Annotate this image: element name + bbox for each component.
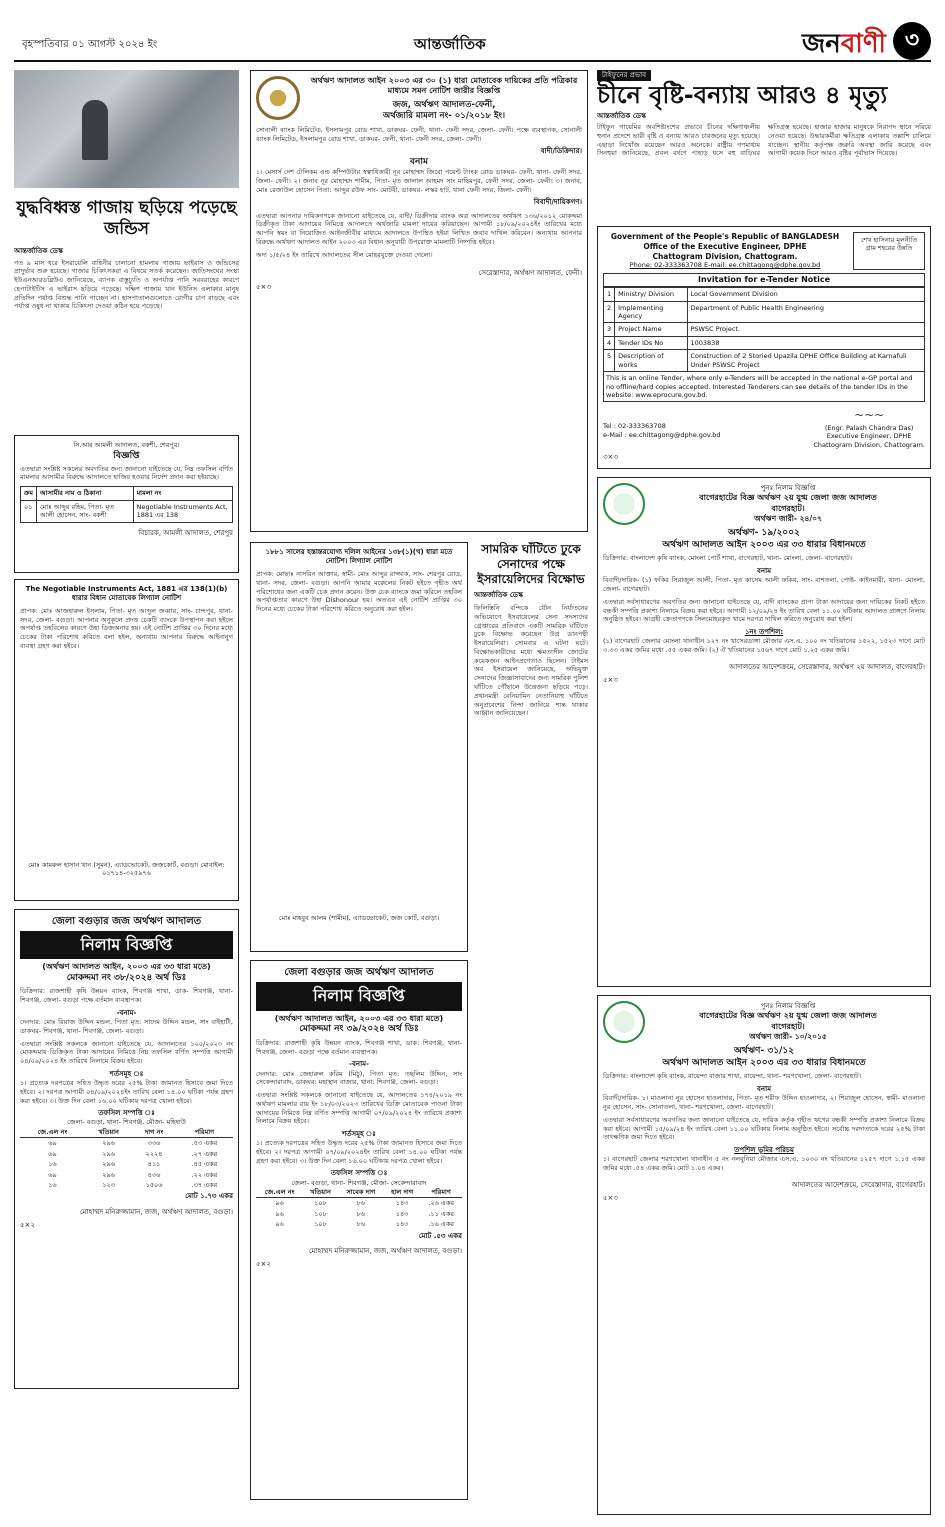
israel-article-continued bbox=[474, 960, 588, 1500]
notice-heading: অর্থঋণ আদালত আইন ২০০৩ এর ৩০ (১) ধারা মোতাবেক দায়িকের প্রতি পত্রিকার মাধ্যমে সমন নোটিশ জারীর বিজ্ঞপ্তি bbox=[310, 76, 578, 96]
table-header: খতিয়ান bbox=[303, 1187, 338, 1198]
israel-byline: আন্তর্জাতিক ডেস্ক bbox=[474, 591, 523, 599]
table-cell: Ministry/ Division bbox=[615, 288, 687, 301]
case-1: অর্থঋণ জারী- ২৪/০৭ bbox=[754, 514, 822, 524]
newspaper-logo bbox=[802, 28, 886, 62]
schedule-total: মোট ১.৭৩ একর bbox=[185, 1192, 233, 1201]
notice-signature: বিচারক, আমলী আদালত, শেরপুর bbox=[138, 528, 233, 537]
table-row bbox=[604, 336, 925, 349]
china-byline: আন্তর্জাতিক ডেস্ক bbox=[597, 111, 646, 120]
auction-bar: নিলাম বিজ্ঞপ্তি bbox=[20, 931, 233, 960]
auction-bogura-39 bbox=[250, 960, 468, 1500]
table-header: সাবেক দাগ bbox=[338, 1187, 384, 1198]
table-cell: ১৪৩ bbox=[395, 1209, 409, 1218]
table-cell: 3 bbox=[604, 323, 615, 336]
ad-code: ৩×৩ bbox=[603, 453, 618, 462]
table-cell: .৫৩ একর bbox=[191, 1139, 218, 1148]
table-cell: ৬৯ bbox=[48, 1149, 57, 1158]
court-name: জজ, অর্থঋণ আদালত-ফেনী, bbox=[392, 99, 496, 110]
table-cell: ২৯৬ bbox=[102, 1149, 115, 1158]
tender-table bbox=[603, 287, 925, 372]
conditions: ১। প্রত্যেক দরপত্রের সহিত উদ্ধৃত দরের ২৫% টাকা জামানত হিসাবে জমা দিতে হইবে। ২। দরপত্র আগামী ০৭/০৯/২০২৪ইং তারিখ বেলা ১৪.০০ ঘটিকা পর্যন্ত গ্রহণ করা হইবে। ৩। উক্ত দিন বেলা ১৬.০০ ঘটিকায় দরপত্র খোলা হইবে। bbox=[256, 1139, 462, 1165]
table-header: হাল দাগ bbox=[384, 1187, 420, 1198]
plaintiff: ডিক্রিদার: রাজশাহী কৃষি উন্নয়ন ব্যাংক, শিবগঞ্জ শাখা, ডাক- শিবগঞ্জ, থানা- শিবগঞ্জ, জেলা- বগুড়া পক্ষে বর্তমান ব্যবস্থাপক। bbox=[20, 987, 233, 1005]
israel-body-2 bbox=[474, 960, 588, 969]
case-1: অর্থঋণ জারী- ১০/২০১৫ bbox=[749, 1032, 827, 1042]
plaintiff: সোনালী ব্যাংক লিমিটেড, ইসলামপুর রোড শাখা, ডাকঘর- ফেনী, থানা- ফেনী সদর, জেলা- ফেনী। পক্ষে ব্যবস্থাপক, সোনালী ব্যাংক লিমিটেড, ইসলামপুর রোড শাখা, ডাকঘর- ফেনী, থানা- ফেনী সদর, জেলা- ফেনী। bbox=[256, 125, 582, 143]
defendant: দেনদার: মোঃ জেহারুল করিম (মিঠু), পিতা মৃত: তছলিম উদ্দিন, সাং সেকেন্দারাবাদ, ডাকঘর: মহাস্থান বাজার, থানা: শিবগঞ্জ, জেলা- বগুড়া। bbox=[256, 1069, 462, 1087]
table-row bbox=[20, 1138, 233, 1149]
auction-bagerhat-1 bbox=[597, 477, 931, 987]
table-cell: .৩৭ একর bbox=[191, 1181, 218, 1190]
notice-bakshiganj bbox=[14, 435, 239, 573]
table-cell: মোঃ আব্দুর রহিম, পিতা- মৃত আলী হোসেন, সাং- বকশী bbox=[37, 500, 134, 522]
court-header: জেলা বগুড়ার জজ অর্থঋণ আদালত bbox=[284, 967, 434, 978]
table-cell: ০১ bbox=[21, 500, 37, 522]
table-header: খতিয়ান bbox=[85, 1127, 132, 1138]
logo-part-1: জন bbox=[802, 29, 841, 59]
table-cell: Department of Public Health Engineering bbox=[687, 301, 925, 323]
contact-phone: Tel : 02-333363708 bbox=[603, 422, 666, 431]
act-line: (অর্থঋণ আদালত আইন, ২০০৩ এর ৩৩ ধারা মতে) bbox=[42, 962, 211, 972]
notice-text: প্রাপক: মোছাঃ নাসরিন আক্তার, স্বামী- মোঃ আব্দুর রাজ্জাক, সাং- শেরপুর রোড, থানা- সদর, জেলা- বগুড়া। আপনি আমার মক্কেলের নিকট হইতে গৃহীত অর্থ পরিশোধের জন্য একটি চেক প্রদান করেন। উক্ত চেক ব্যাংকে জমা করিলে তহবিল অপর্যাপ্ততার কারণে উহা Dishonour হয়। অতএব এই নোটিশ প্রাপ্তির ৩০ দিনের মধ্যে চেকের টাকা পরিশোধ করিতে অনুরোধ করা হইল। bbox=[256, 570, 462, 614]
masthead bbox=[14, 8, 931, 62]
table-cell: ৩৩৬ bbox=[147, 1139, 161, 1148]
notice-feni bbox=[250, 70, 588, 532]
table-cell: ৬৯ bbox=[48, 1139, 57, 1148]
court-name: বাগেরহাটের বিজ্ঞ অর্থঋণ ২য় যুগ্ম জেলা জজ আদালত bbox=[699, 493, 877, 503]
table-row bbox=[21, 500, 233, 522]
logo-part-2: বাণী bbox=[840, 29, 886, 59]
court-city: বাগেরহাট। bbox=[771, 1021, 805, 1031]
schedule: (১) বাগেরহাট জেলার মোংলা থানাধীন ১২৭ নং খাসেরডাঙ্গা মৌজার এস.এ. ১০০ নং খতিয়ানের ১৫২২, ১৫২৩ দাগে মোট ৩.৩৩ একর জমির মধ্যে .৫৫ একর জমি। (২) ঐ খতিয়ানের ১৫৬৭ দাগে মোট ১.২৫ একর জমি। bbox=[603, 637, 925, 654]
ad-code: ৫×৩ bbox=[603, 675, 618, 684]
tender-notice bbox=[597, 226, 931, 469]
table-row bbox=[604, 288, 925, 301]
table-header: দাগ নং bbox=[132, 1127, 175, 1138]
auction-bagerhat-2 bbox=[597, 995, 931, 1515]
notice-cheque bbox=[250, 542, 468, 952]
case-number: মোকদ্দমা নং ৩৮/২০২৪ অর্থ ডিঃ bbox=[66, 972, 187, 983]
signer-name: (Engr. Palash Chandra Das) bbox=[824, 424, 914, 433]
table-cell: ২৯৬ bbox=[102, 1139, 115, 1148]
table-row bbox=[256, 1219, 462, 1229]
table-header: পরিমাণ bbox=[176, 1127, 233, 1138]
table-cell: ৮৬ bbox=[356, 1209, 366, 1218]
notice-ni-act bbox=[14, 579, 239, 901]
signer-office: Chattogram Division, Chattogram. bbox=[813, 440, 925, 449]
notice-heading: ১৮৮১ সালের হস্তান্তরযোগ্য দলিল আইনের ১৩৮(১)(খ) ধারা মতে নোটিশ। লিগ্যাল নোটিশ bbox=[265, 548, 453, 566]
notice-signature: সেরেস্তাদার, অর্থঋণ আদালত, ফেনী। bbox=[478, 269, 582, 278]
issue-date: বৃহস্পতিবার ০১ আগস্ট ২০২৪ ইং bbox=[22, 39, 158, 50]
table-cell: ৪৩৬ bbox=[147, 1170, 161, 1179]
table-row bbox=[256, 1209, 462, 1219]
versus: বনাম bbox=[410, 156, 428, 167]
table-cell: ১৪৩ bbox=[395, 1199, 409, 1208]
table-cell: Implementing Agency bbox=[615, 301, 687, 323]
auction-body: এতদ্বারা সংশ্লিষ্ট সকলকে জানানো যাইতেছে যে, আদালতের ১৭৪/২০১৯ নং অর্থঋণ মামলার রায় ইং ১৮/০৩/২০২৩ তারিখের ডিক্রি মোতাবেক পাওনা টাকা আদায়ের নিমিত্তে নিম্ন বর্ণিত সম্পত্তি আগামী ০৭/০৯/২০২৪ ইং তারিখে প্রকাশ্য নিলামে বিক্রয় হইবে। bbox=[256, 1091, 462, 1126]
court-city: বাগেরহাট। bbox=[771, 503, 805, 513]
table-cell: Description of works bbox=[615, 350, 687, 372]
auction-signature: আদালতের আদেশক্রমে, সেরেস্তাদার, বাগেরহাট। bbox=[791, 1180, 925, 1189]
notice-text: এতদ্বারা সংশ্লিষ্ট সকলের অবগতির জন্য জানানো যাইতেছে যে, নিম্ন তফসিল বর্ণিত মামলার আসামীর বিরুদ্ধে আদালতে হাজির হওয়ার নির্দেশ প্রদান করা হইয়াছে। bbox=[20, 464, 233, 482]
table-cell: .২৬ একর bbox=[428, 1199, 454, 1208]
gov-line-2: Office of the Executive Engineer, DPHE bbox=[643, 241, 807, 251]
plaintiff-label: বাদী/ডিক্রিদার। bbox=[540, 147, 582, 156]
table-header: মামলা নং bbox=[133, 487, 232, 500]
israel-headline: সামরিক ঘাঁটিতে ঢুকে সেনাদের পক্ষে ইসরায়েলিদের বিক্ষোভ bbox=[477, 542, 585, 586]
conditions-title: শর্তসমূহ ঃ bbox=[342, 1130, 376, 1139]
table-cell: 1 bbox=[604, 288, 615, 301]
auction-body: এতদ্বারা সর্বসাধারণের অবগতির জন্য জানানো যাইতেছে যে, বাদী ব্যাংকের প্রাপ্য টাকা আদায়ের জন্য দায়িকের নিকট হইতে বন্ধকী সম্পত্তি প্রকাশ্য নিলামে বিক্রয় করা হইবে। আগামী ১২/০৯/২৪ ইং তারিখ বেলা ১১.০০ ঘটিকায় আদালত প্রাঙ্গণে নিলাম অনুষ্ঠিত হইবে। আগ্রহী ক্রেতাগণকে সিলমোহরকৃত খামে দরপত্র দাখিল করিতে অনুরোধ করা হইল। bbox=[603, 597, 925, 624]
side-note: শেখ হাসিনার মূলনীতি গ্রাম শহরের উন্নতি bbox=[853, 232, 925, 270]
table-cell: Project Name bbox=[615, 323, 687, 336]
schedule-total: মোট .৫৩ একর bbox=[418, 1231, 462, 1240]
table-cell: ৪১১ bbox=[147, 1160, 161, 1169]
plaintiff: ডিক্রিদার: রাজশাহী কৃষি উন্নয়ন ব্যাংক, শিবগঞ্জ শাখা, ডাক: শিবগঞ্জ, থানা- শিবগঞ্জ, জেলা- বগুড়া পক্ষে বর্তমান ব্যবস্থাপক। bbox=[256, 1038, 462, 1056]
notice-sender: মোঃ মাহবুব আলম (শামীম), এ্যাডভোকেট, জজ কোর্ট, বগুড়া। bbox=[278, 914, 440, 923]
table-cell: ৯৬ bbox=[275, 1220, 284, 1229]
notice-sender: মোঃ কামরুল হাসান খান (সুমন), এ্যাডভোকেট, জজকোর্ট, বগুড়া। মোবাইল: ০১৭১৪-৩২৫৯৭৬ bbox=[28, 860, 225, 878]
case-number: অর্থজারি মামলা নং- ০১/২০১৮ ইং। bbox=[382, 110, 506, 121]
ad-code: ৫×২ bbox=[20, 1220, 35, 1229]
notice-table bbox=[20, 486, 233, 522]
plaintiff: ডিক্রিদার: বাংলাদেশ কৃষি ব্যাংক, মোংলা পোর্ট শাখা, বাগেরহাট, থানা- মোংলা, জেলা- বাগেরহাট। bbox=[603, 554, 852, 563]
tender-note: This is an online Tender, where only e-Tenders will be accepted in the national e-GP portal and no offline/hard copies accepted. Interested Tenderers can see details of the tender IDs in the website: www.eprocure.gov.bd. bbox=[603, 372, 925, 402]
tender-title: Invitation for e-Tender Notice bbox=[603, 273, 925, 287]
israel-body-1: ফিলিস্তিনি বন্দিকে যৌন নির্যাতনের অভিযোগে ইসরায়েলের সেনা সদস্যদের গ্রেপ্তারের প্রতিবাদে একটি সামরিক ঘাঁটিতে ঢুকে বিক্ষোভ করেছেন উগ্র ডানপন্থী ইসরায়েলিরা। সোমবার এ ঘটনা ঘটে। বিক্ষোভকারীদের মধ্যে ক্ষমতাসীন জোটের কয়েকজন আইনপ্রণেতাও ছিলেন। টাইমস অব ইসরায়েল জানিয়েছে, অভিযুক্ত সেনাদের জিজ্ঞাসাবাদের জন্য সামরিক পুলিশ ঘাঁটিতে পৌঁছালে উত্তেজনা ছড়িয়ে পড়ে। প্রধানমন্ত্রী বেনিয়ামিন নেতানিয়াহু ঘাঁটিতে অনুপ্রবেশের নিন্দা জানিয়ে শান্ত থাকার আহ্বান জানিয়েছেন। bbox=[474, 604, 588, 718]
defendant: দেনদার: মোঃ রিয়াজ উদ্দিন মন্ডল, পিতা মৃত: সাদেম উদ্দিন মন্ডল, সাং বাইহাটী, ডাকঘর- শিবগঞ্জ, থানা- শিবগঞ্জ, জেলা- বগুড়া। bbox=[20, 1018, 233, 1035]
auction-signature: আদালতের আদেশক্রমে, সেরেস্তাদার, অর্থঋণ ২য় আদালত, বাগেরহাট। bbox=[729, 662, 925, 671]
table-cell: ৯৬ bbox=[275, 1199, 284, 1208]
notice-office: সি.আর আমলী আদালত, বকশী, শেরপুর। bbox=[73, 440, 180, 449]
table-cell: ১০৮ bbox=[314, 1199, 327, 1208]
case-number: মোকদ্দমা নং ৩৯/২০২৪ অর্থ ডিঃ bbox=[299, 1024, 419, 1035]
auction-body: এতদ্বারা সর্বসাধারণের অবগতির জন্য জানানো যাইতেছে যে, দায়িক কর্তৃক গৃহীত ঋণের বন্ধকী সম্পত্তি প্রকাশ্য নিলামে বিক্রয় করা হইবে। আগামী ১৫/০৯/২৪ ইং তারিখ বেলা ১১.০০ ঘটিকায় নিলাম অনুষ্ঠিত হইবে। সর্বোচ্চ দরদাতাকে দরের ২৫% টাকা তাৎক্ষণিক জমা দিতে হইবে। bbox=[603, 1115, 925, 1142]
signer-title: Executive Engineer, DPHE bbox=[826, 432, 912, 441]
bank-seal bbox=[603, 483, 645, 525]
act-line: (অর্থঋণ আদালত আইন, ২০০৩ এর ৩৩ ধারা মতে) bbox=[274, 1013, 444, 1023]
table-cell: ২৯৬ bbox=[102, 1170, 115, 1179]
defendant: বিবাদী/দায়িক- (১) ফকির সিরাজুল আলী, পিতা- মৃত কাসেম আলী ফকির, সাং- বাশতলা, পোষ্ট- কাইনমারী, থানা- মোংলা, জেলা- বাগেরহাট। bbox=[603, 576, 925, 593]
center-column bbox=[250, 70, 588, 1515]
defendants: ১। মেসার্স দেশ টেলিকম এন্ড কম্পিউটার স্বত্বাধিকারী নূর মোহাম্মদ জিরো পয়েন্ট ট্যাংক রোড ডাকঘর- ফেনী, থানা- ফেনী সদর, জিলা- ফেনী। ২। জনাব নূর মোহাম্মদ শামীম, পিতা- মৃত জালাল আহমদ সাং মাছিমপুর, ফেনী সদর, জেলা- ফেনী। ৩। জনাব, মোঃ রেজাউল হোসেন পিতা: আব্দুর রউফ সাং- মোটবী, ডাকঘর- লস্কর হাট, থানা ফেনী সদর, জিলা- ফেনী। bbox=[256, 168, 582, 194]
table-header: ক্রম bbox=[21, 487, 37, 500]
schedule-title: তফসিল সম্পত্তি ঃ bbox=[98, 1109, 155, 1118]
versus: বনাম bbox=[757, 1085, 771, 1094]
bank-seal bbox=[603, 1001, 645, 1043]
court-header: জেলা বগুড়ার জজ অর্থঋণ আদালত bbox=[51, 915, 202, 927]
auction-signature: মোহাম্মদ মনিরুজ্জামান, জজ, অর্থঋণ আদালত, বগুড়া। bbox=[79, 1207, 233, 1216]
table-cell: Construction of 2 Storied Upazila DPHE Office Building at Karnafuli Under PSWSC Project bbox=[687, 350, 925, 372]
schedule-table bbox=[20, 1127, 233, 1191]
table-cell: ৮৬ bbox=[356, 1220, 366, 1229]
gaza-hospital-photo bbox=[14, 70, 239, 188]
auction-top: পুনঃ নিলাম বিজ্ঞপ্তি bbox=[760, 1002, 816, 1011]
china-kicker: টাইফুনের প্রভাব bbox=[597, 70, 651, 81]
table-cell: .৪৫ একর bbox=[191, 1160, 218, 1169]
table-cell: ৮৬ bbox=[356, 1199, 366, 1208]
table-header: জে.এল নং bbox=[256, 1187, 303, 1198]
table-row bbox=[604, 301, 925, 323]
conditions: ১। প্রত্যেক দরপত্রের সহিত উদ্ধৃত দরের ২৫% টাকা জামানত হিসাবে জমা দিতে হইবে। ২। দরপত্র আগামী ০৪/০৯/২০২৪ইং তারিখ বেলা ১৪.০০ ঘটিকা পর্যন্ত গ্রহণ করা হইবে। ৩। উক্ত দিন বেলা ১৬.০০ ঘটিকায় দরপত্র খোলা হইবে। bbox=[20, 1079, 233, 1105]
ad-code: ৫×২ bbox=[256, 1259, 271, 1268]
table-cell: ১৪৩ bbox=[395, 1220, 409, 1229]
auction-body: এতদ্বারা সংশ্লিষ্ট সকলকে জানানো যাইতেছে যে, আদালতের ১০০/২০২৩ নং মোকদ্দমায় ডিক্রিকৃত টাকা আদায়ের নিমিত্তে নিম্ন তফসিল বর্ণিত সম্পত্তি আগামী ০৪/০৯/২০২৪ ইং তারিখে নিলামে বিক্রয় হইবে। bbox=[20, 1039, 233, 1066]
table-cell: .১১ একর bbox=[428, 1209, 454, 1218]
section-title: আন্তর্জাতিক bbox=[414, 35, 486, 53]
table-cell: Tender IDs No bbox=[615, 336, 687, 349]
table-cell: Local Government Division bbox=[687, 288, 925, 301]
schedule: ১। বাগেরহাট জেলার শরণখোলা থানাধীন ৫ নং নলবুনিয়া মৌজার এস.এ. ১০৩০ নং খতিয়ানের ১২৫৭ দাগে ১.১৫ একর জমির মধ্যে .৫৪ একর জমি। মোট ১.০৪ একর। bbox=[603, 1155, 925, 1172]
table-cell: .২২ একর bbox=[191, 1170, 218, 1179]
notice-title: বিজ্ঞপ্তি bbox=[113, 451, 140, 462]
china-headline: চীনে বৃষ্টি-বন্যায় আরও ৪ মৃত্যু bbox=[597, 81, 888, 110]
table-row bbox=[604, 323, 925, 336]
table-cell: ২২২৪ bbox=[145, 1149, 163, 1158]
notice-text: প্রাপক: মোঃ আজহারুল ইসলাম, পিতা- মৃত আব্দুল জব্বার, সাং- চান্দপুর, থানা- সদর, জেলা- বগুড়া। আপনার অনুকূলে প্রদত্ত চেকটি ব্যাংকে উপস্থাপন করা হইলে অপর্যাপ্ত তহবিলের কারণে উহা ডিজঅনার হয়। এই নোটিশ প্রাপ্তির ৩০ দিনের মধ্যে চেকের টাকা পরিশোধ করিতে বলা হইল, অন্যথায় আপনার বিরুদ্ধে আইনানুগ ব্যবস্থা গ্রহণ করা হইবে। bbox=[20, 606, 233, 650]
notice-heading: The Negotiable Instruments Act, 1881 এর 138(1)(b) ধারার বিধান মোতাবেক লিগ্যাল নোটিশ bbox=[25, 584, 228, 602]
table-cell: ১৬ bbox=[48, 1181, 57, 1190]
table-cell: Negotiable Instruments Act, 1881 এর 138 bbox=[133, 500, 232, 522]
table-cell: 2 bbox=[604, 301, 615, 323]
table-header: জে.এল নং bbox=[20, 1127, 85, 1138]
signature-scribble: ~~~ bbox=[854, 408, 885, 423]
schedule-subtitle: জেলা- বগুড়া, থানা- শিবগঞ্জ, মৌজা- মহিষাউ bbox=[67, 1118, 186, 1127]
versus: -বনাম- bbox=[116, 1009, 137, 1017]
table-row bbox=[20, 1180, 233, 1190]
table-cell: PSWSC Project. bbox=[687, 323, 925, 336]
contact-email: e-Mail : ee.chittagong@dphe.gov.bd bbox=[603, 430, 721, 439]
defendant: বিবাদী/দায়িক- ১। মাওলানা নুর হোসেন হাওলাদার, পিতা- মৃত শরীফ উদ্দিন হাওলাদার, ২। শিরাজুল হোসেন, স্বামী- মাওলানা নুর হোসেন, সাং- সোনাতলা, থানা- শরণখোলা, জেলা- বাগেরহাট। bbox=[603, 1094, 925, 1111]
table-cell: ১০৮ bbox=[314, 1220, 327, 1229]
table-cell: 5 bbox=[604, 350, 615, 372]
defendant-label: বিবাদী/দায়িকগণ। bbox=[533, 198, 582, 207]
auction-bar: নিলাম বিজ্ঞপ্তি bbox=[256, 982, 462, 1011]
auction-signature: মোহাম্মদ মনিরুজ্জামান, জজ, অর্থঋণ আদালত, বগুড়া। bbox=[308, 1246, 462, 1255]
act-line: অর্থঋণ আদালত আইন ২০০৩ এর ৩৩ ধারার বিধানমতে bbox=[662, 1057, 866, 1068]
court-emblem bbox=[256, 76, 300, 120]
china-article bbox=[597, 70, 931, 220]
table-row bbox=[604, 350, 925, 372]
phone-email: Phone: 02-333363708 E-mail: ee.chittagong@dphe.gov.bd bbox=[629, 261, 821, 270]
table-cell: ১০৮ bbox=[314, 1209, 327, 1218]
table-row bbox=[20, 1170, 233, 1180]
table-header: আসামীর নাম ও ঠিকানা bbox=[37, 487, 134, 500]
notice-footer: অদ্য ১/৫/২৪ ইং তারিখে আদালতের সীল মোহরযুক্তে দেওয়া গেলো। bbox=[256, 250, 433, 259]
table-cell: ২৯৬ bbox=[102, 1160, 115, 1169]
versus: বনাম bbox=[757, 567, 771, 576]
table-cell: 4 bbox=[604, 336, 615, 349]
table-cell: ১৫০৬ bbox=[145, 1181, 163, 1190]
table-cell: ৬৯ bbox=[48, 1170, 57, 1179]
auction-bogura-38 bbox=[14, 909, 239, 1389]
table-cell: ১২৩ bbox=[102, 1181, 115, 1190]
schedule-title: তপশিল ভূমির পরিচয় bbox=[734, 1146, 794, 1155]
case-2: অর্থঋণ- ১৯/২০০২ bbox=[728, 528, 800, 538]
table-cell: ১৬ bbox=[48, 1160, 57, 1169]
table-row bbox=[20, 1149, 233, 1159]
table-cell: .১৬ একর bbox=[428, 1220, 454, 1229]
table-row bbox=[20, 1159, 233, 1169]
israel-article bbox=[474, 542, 588, 952]
page-number: ৩ bbox=[893, 22, 931, 60]
notice-body: এতদ্বারা আপনার দায়িকগণকে জানানো যাইতেছে যে, বাদী/ ডিক্রীদার ব্যাংক অত্র আদালতের অর্থঋণ ১৩৬/২০১২ মোকদ্দমা ডিক্রীকৃত টাকা আদায়ের নিমিত্তে আদালতে অর্থজারি মামলা দায়ের করিয়াছেন। আগামী ১৮/০৯/২০২৪ইং তারিখের মধ্যে আপনি স্বয়ং বা নিয়োজিত আইনজীবীর মাধ্যমে আদালতে উপস্থিত হইয়া লিখিত জবাব দাখিল করিবেন। অন্যথায় আপনার বিরুদ্ধে অর্থঋণ আদালত আইন ২০০৩ এর বিধান অনুযায়ী উপরোক্ত মামলাটি নিষ্পত্তি হইবে। bbox=[256, 211, 582, 246]
gov-line-3: Chattogram Division, Chattogram. bbox=[652, 251, 798, 261]
auction-top: পুনঃ নিলাম বিজ্ঞপ্তি bbox=[760, 484, 816, 493]
court-name: বাগেরহাটের বিজ্ঞ অর্থঋণ ২য় যুগ্ম জেলা জজ আদালত bbox=[699, 1011, 877, 1021]
plaintiff: ডিক্রিদার: বাংলাদেশ কৃষি ব্যাংক, রায়েন্দা বাজার শাখা, রায়েন্দা, থানা- শরণখোলা, জেলা- বাগেরহাট। bbox=[603, 1072, 861, 1081]
table-header: পরিমাণ bbox=[420, 1187, 462, 1198]
schedule-title: ১নং তপশিল: bbox=[744, 628, 784, 637]
table-cell: ৯৬ bbox=[275, 1209, 284, 1218]
gaza-headline: যুদ্ধবিধ্বস্ত গাজায় ছড়িয়ে পড়েছে জন্ডিস bbox=[16, 198, 237, 240]
gaza-byline: আন্তর্জাতিক ডেস্ক bbox=[14, 246, 63, 255]
schedule-table bbox=[256, 1187, 462, 1230]
china-body: টাইফুন গায়েমির অবশিষ্টাংশের প্রভাবে চীনের দক্ষিণাঞ্চলীয় হুনান প্রদেশে ভারী বৃষ্টি ও বন্যায় আরও চারজনের মৃত্যু হয়েছে। এছাড়া নিখোঁজ রয়েছেন আরও অনেকে। রাষ্ট্রীয় গণমাধ্যম সিনহুয়া জানিয়েছে, প্রবল বর্ষণে পাহাড় ধসে বহু বাড়িঘর ক্ষতিগ্রস্ত হয়েছে। হাজার হাজার মানুষকে নিরাপদ স্থানে সরিয়ে নেওয়া হয়েছে। উদ্ধারকর্মীরা ক্ষতিগ্রস্ত এলাকায় তল্লাশি চালিয়ে যাচ্ছেন। স্থানীয় কর্তৃপক্ষ জরুরি অবস্থা জারি করেছে এবং আগামী কয়েক দিনে আরও বৃষ্টির পূর্বাভাস দিয়েছে। bbox=[597, 122, 931, 158]
schedule-title: তফসিল সম্পত্তি ঃ bbox=[330, 1169, 388, 1178]
ad-code: ৫×৩ bbox=[256, 282, 271, 291]
gaza-body: গত ৯ মাস ধরে ইসরায়েলি বাহিনীর চালানো হামলায় গাজায় ভাইরাস ও জন্ডিসের প্রাদুর্ভাব শুরু হয়েছে। গাজার চিকিৎসকরা এ বিষয়ে সতর্ক করেছেন। জাতিসংঘের সংস্থা ইউএনআরডব্লিউএ জানিয়েছে, ব্যাপক বাস্তুচ্যুতি ও অপর্যাপ্ত পানি সরবরাহের কারণে হেপাটাইটিস এ ভাইরাস ছড়িয়ে পড়েছে। দক্ষিণ গাজায় খান ইউনিস এলাকার মানুষ প্রতিদিন পর্যাপ্ত বিশুদ্ধ পানি পাচ্ছেন না। হাসপাতালগুলোতে রোগীর চাপ বাড়ছে এবং পর্যাপ্ত ওষুধ না থাকায় চিকিৎসা দেওয়া কঠিন হয়ে পড়েছে। bbox=[14, 258, 239, 311]
schedule-subtitle: জেলা- বগুড়া, থানা- শিবগঞ্জ, মৌজা- সেকেন্দারাবাদ bbox=[291, 1178, 427, 1187]
conditions-title: শর্তসমূহ ঃ bbox=[109, 1069, 144, 1078]
left-column bbox=[14, 70, 239, 1515]
act-line: অর্থঋণ আদালত আইন ২০০৩ এর ৩৩ ধারার বিধানমতে bbox=[662, 539, 866, 550]
table-cell: 1003838 bbox=[687, 336, 925, 349]
table-cell: .২৭ একর bbox=[191, 1149, 218, 1158]
right-column bbox=[597, 70, 931, 1515]
case-2: অর্থঋণ- ৩১/১২ bbox=[733, 1046, 795, 1056]
table-row bbox=[256, 1198, 462, 1209]
versus: -বনাম- bbox=[349, 1060, 369, 1069]
ad-code: ৫×৩ bbox=[603, 1193, 618, 1202]
gov-line-1: Government of the People's Republic of BANGLADESH bbox=[610, 232, 840, 241]
